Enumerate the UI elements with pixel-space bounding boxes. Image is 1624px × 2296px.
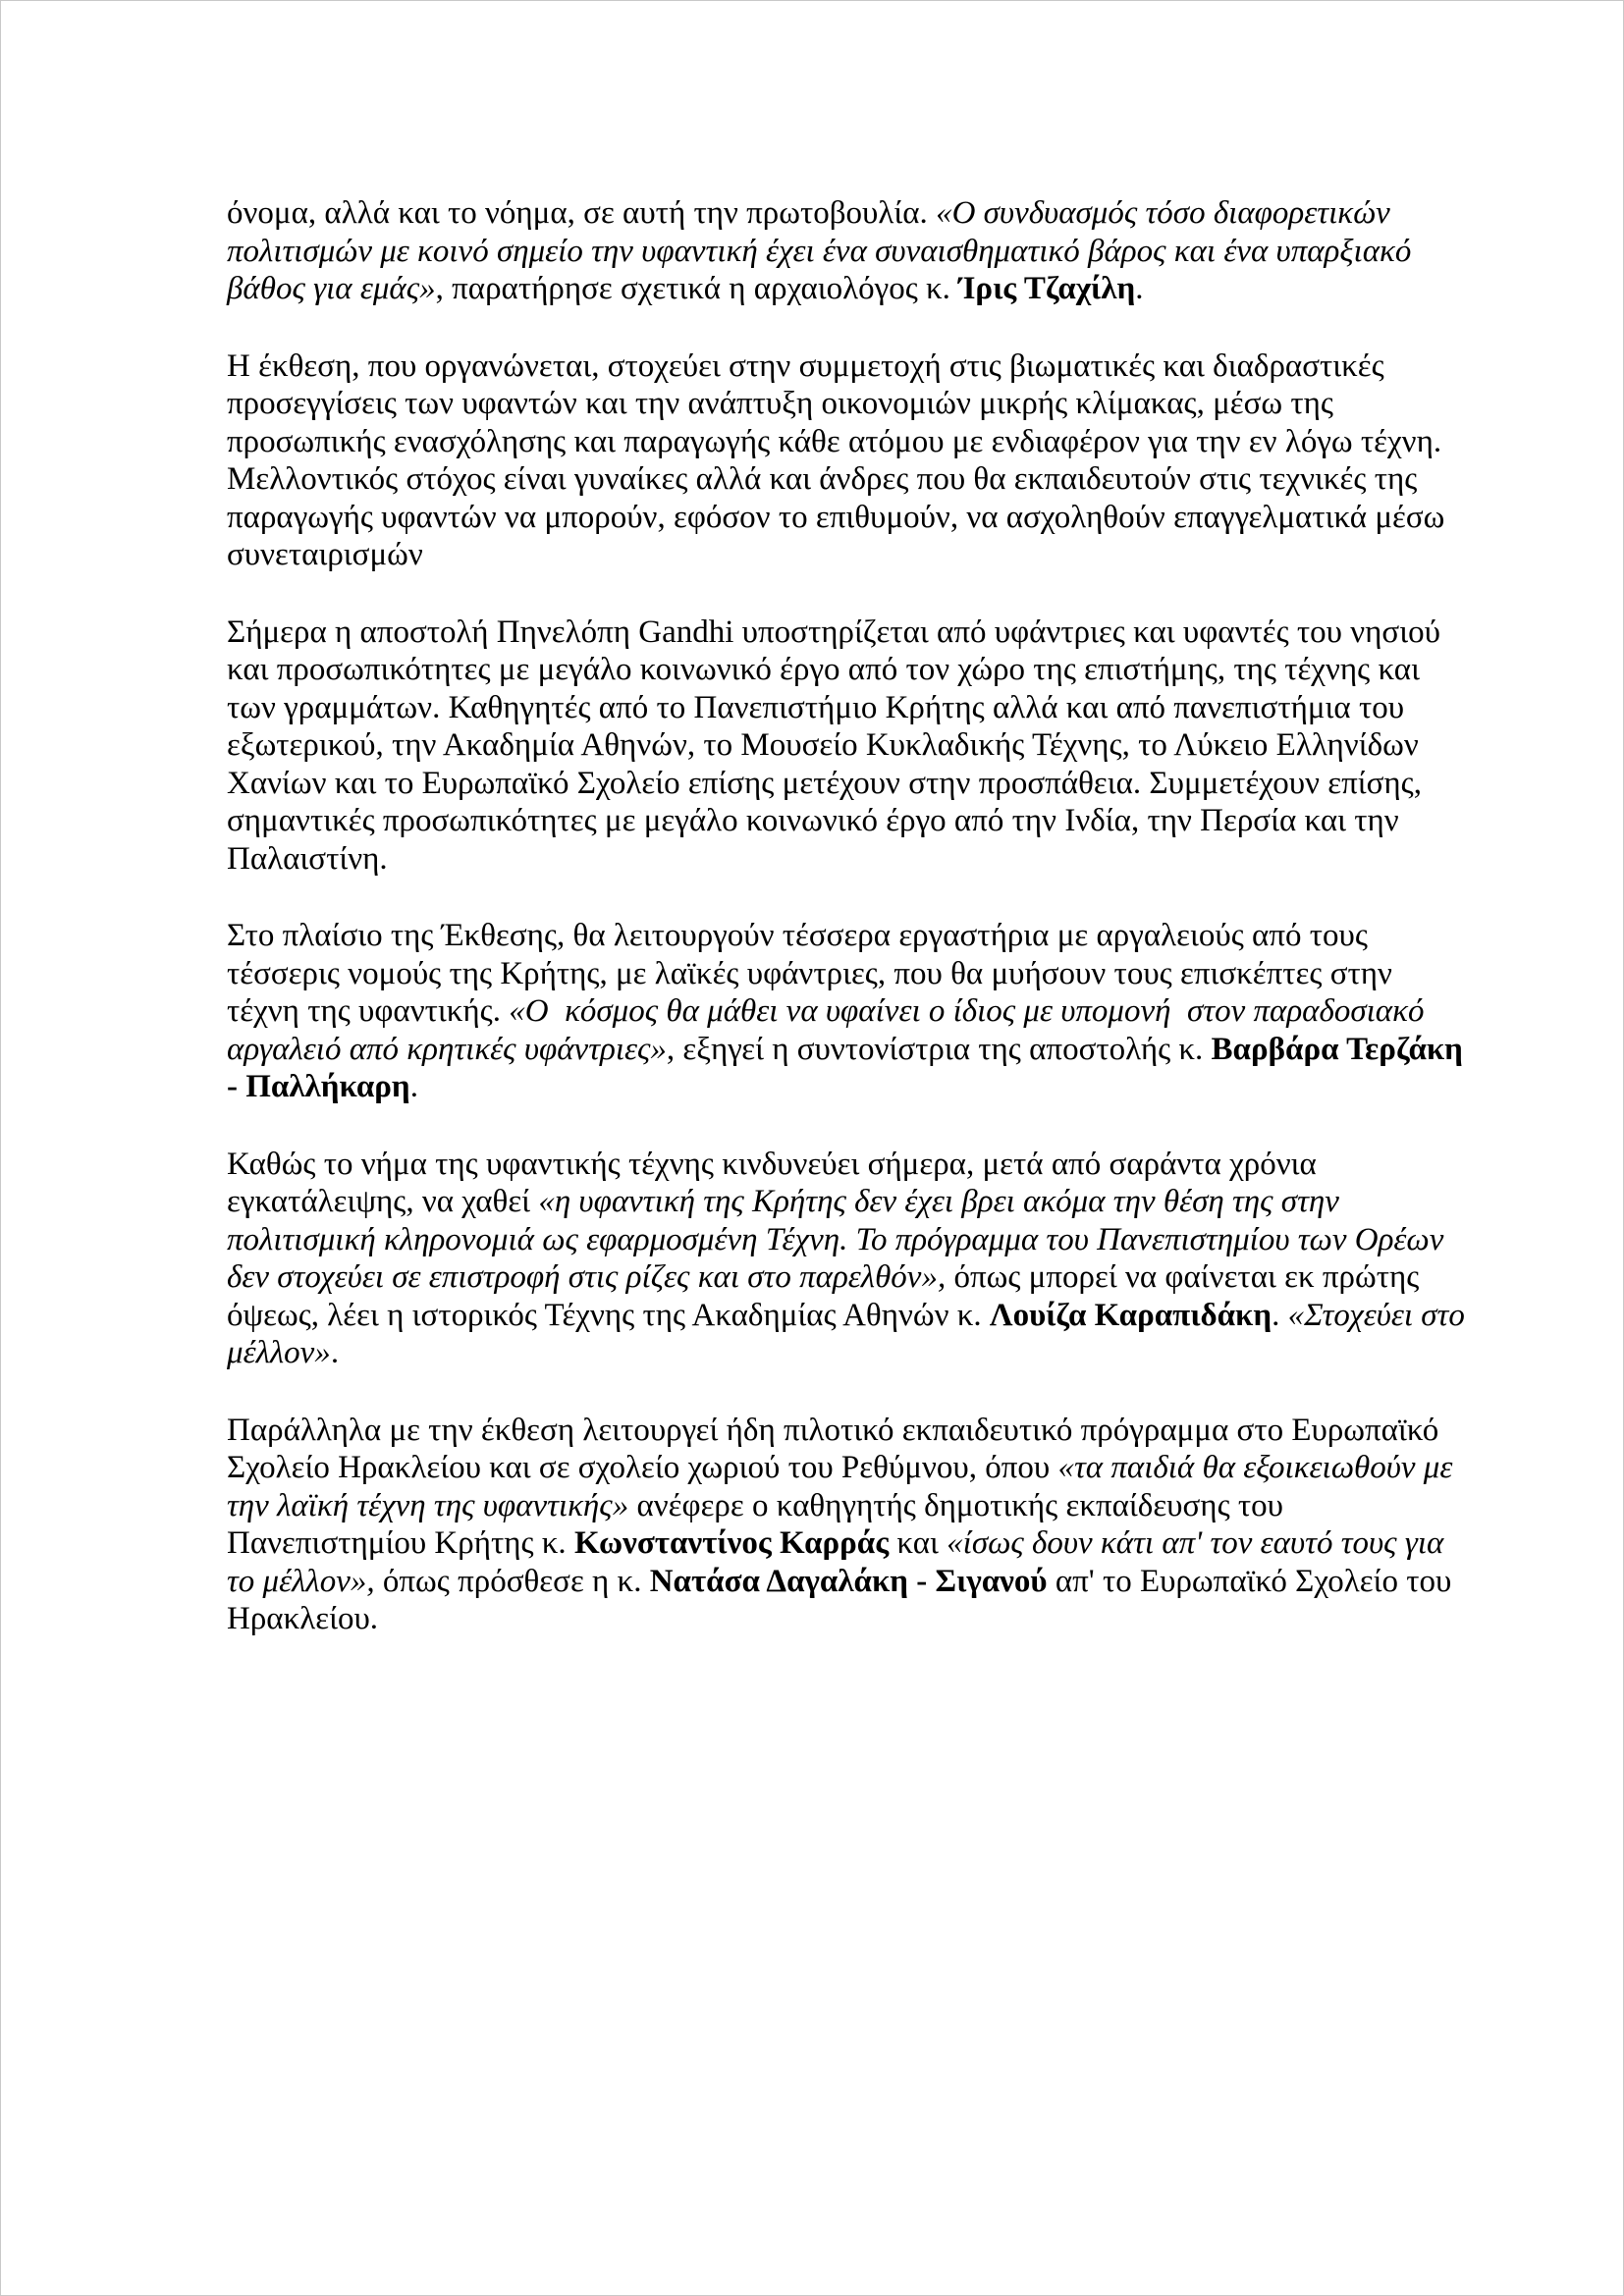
text-run-italic: «Στοχεύει στο μέλλον» bbox=[227, 1297, 1474, 1370]
text-run-regular: Στο πλαίσιο της Έκθεσης, θα λειτουργούν τέσσερα εργαστήρια με αργαλειούς από τους τέσσερις νομούς της Κρήτης, με λαϊκές υφάντριες, που θα μυήσουν τους επισκέπτες στην τέχνη της υφαντικής. bbox=[227, 918, 1401, 1029]
text-run-regular: . bbox=[1135, 271, 1144, 306]
text-run-regular: Παράλληλα με την έκθεση λειτουργεί ήδη πιλοτικό εκπαιδευτικό πρόγραμμα στο Ευρωπαϊκό Σχολείο Ηρακλείου και σε σχολείο χωριού του Ρεθύμνου, όπου bbox=[227, 1412, 1447, 1485]
text-run-regular: όπως πρόσθεσε η κ. bbox=[374, 1563, 650, 1599]
paragraph bbox=[227, 1412, 1466, 1638]
text-run-regular: απ' το Ευρωπαϊκό Σχολείο του Ηρακλείου. bbox=[227, 1563, 1460, 1636]
text-run-italic: «τα παιδιά θα εξοικειωθούν με την λαϊκή τέχνη της υφαντικής» bbox=[227, 1450, 1461, 1523]
paragraph bbox=[227, 194, 1466, 308]
text-run-regular: όνομα, αλλά και το νόημα, σε αυτή την πρωτοβουλία. bbox=[227, 195, 937, 231]
document-body bbox=[227, 194, 1474, 1638]
paragraph bbox=[227, 1146, 1474, 1372]
text-run-italic: «Ο συνδυασμός τόσο διαφορετικών πολιτισμών με κοινό σημείο την υφαντική έχει ένα συναισθηματικό βάρος και ένα υπαρξιακό βάθος για εμάς» bbox=[227, 195, 1420, 306]
text-run-regular: όπως μπορεί να φαίνεται εκ πρώτης όψεως, λέει η ιστορικός Τέχνης της Ακαδημίας Αθηνών κ. bbox=[227, 1259, 1428, 1333]
text-run-regular: . bbox=[409, 1069, 418, 1104]
text-run-bold: Νατάσα Δαγαλάκη - Σιγανού bbox=[649, 1563, 1048, 1599]
text-run-italic: «ίσως δουν κάτι απ' τον εαυτό τους για το μέλλον», bbox=[227, 1525, 1452, 1599]
text-run-bold: Λουίζα Καραπιδάκη bbox=[989, 1297, 1272, 1333]
text-run-regular: και bbox=[889, 1525, 947, 1561]
paragraph bbox=[227, 347, 1466, 574]
text-run-regular: Σήμερα η αποστολή Πηνελόπη Gandhi υποστηρίζεται από υφάντριες και υφαντές του νησιού και προσωπικότητες με μεγάλο κοινωνικό έργο από τον χώρο της επιστήμης, της τέχνης και των γραμμάτων. Καθηγητές από το Πανεπιστήμιο Κρήτης αλλά και από πανεπιστήμια του εξωτερικού, την Ακαδημία Αθηνών, το Μουσείο Κυκλαδικής Τέχνης, το Λύκειο Ελληνίδων Χανίων και το Ευρωπαϊκό Σχολείο επίσης μετέχουν στην προσπάθεια. Συμμετέχουν επίσης, σημαντικές προσωπικότητες με μεγάλο κοινωνικό έργο από την Ινδία, την Περσία και την Παλαιστίνη. bbox=[227, 614, 1449, 877]
text-run-italic: «η υφαντική της Κρήτης δεν έχει βρει ακόμα την θέση της στην πολιτισμική κληρονομιά ως εφαρμοσμένη Τέχνη. Το πρόγραμμα του Πανεπιστημίου των Ορέων δεν στοχεύει σε επιστροφή στις ρίζες και στο παρελθόν», bbox=[227, 1184, 1452, 1295]
text-run-regular: Καθώς το νήμα της υφαντικής τέχνης κινδυνεύει σήμερα, μετά από σαράντα χρόνια εγκατάλειψης, να χαθεί bbox=[227, 1146, 1326, 1219]
paragraph bbox=[227, 614, 1466, 879]
text-run-bold: Ίρις Τζαχίλη bbox=[958, 271, 1136, 306]
text-run-bold: Βαρβάρα Τερζάκη - Παλλήκαρη bbox=[227, 1031, 1472, 1104]
paragraph bbox=[227, 917, 1472, 1106]
text-run-regular: . bbox=[330, 1335, 340, 1370]
text-run-regular: , εξηγεί η συντονίστρια της αποστολής κ. bbox=[666, 1031, 1212, 1067]
text-run-regular: ανέφερε ο καθηγητής δημοτικής εκπαίδευσης του Πανεπιστημίου Κρήτης κ. bbox=[227, 1487, 1292, 1561]
text-run-regular: . bbox=[1272, 1297, 1288, 1333]
text-run-italic: «Ο κόσμος θα μάθει να υφαίνει ο ίδιος με υπομονή στον παραδοσιακό αργαλειό από κρητικές υφάντριες» bbox=[227, 993, 1433, 1067]
text-run-regular: , παρατήρησε σχετικά η αρχαιολόγος κ. bbox=[435, 271, 959, 306]
text-run-regular: Η έκθεση, που οργανώνεται, στοχεύει στην συμμετοχή στις βιωματικές και διαδραστικές προσεγγίσεις των υφαντών και την ανάπτυξη οικονομιών μικρής κλίμακας, μέσω της προσωπικής ενασχόλησης και παραγωγής κάθε ατόμου με ενδιαφέρον για την εν λόγω τέχνη. Μελλοντικός στόχος είναι γυναίκες αλλά και άνδρες που θα εκπαιδευτούν στις τεχνικές της παραγωγής υφαντών να μπορούν, εφόσον το επιθυμούν, να ασχοληθούν επαγγελματικά μέσω συνεταιρισμών bbox=[227, 347, 1453, 572]
text-run-bold: Κωνσταντίνος Καρράς bbox=[573, 1525, 890, 1561]
